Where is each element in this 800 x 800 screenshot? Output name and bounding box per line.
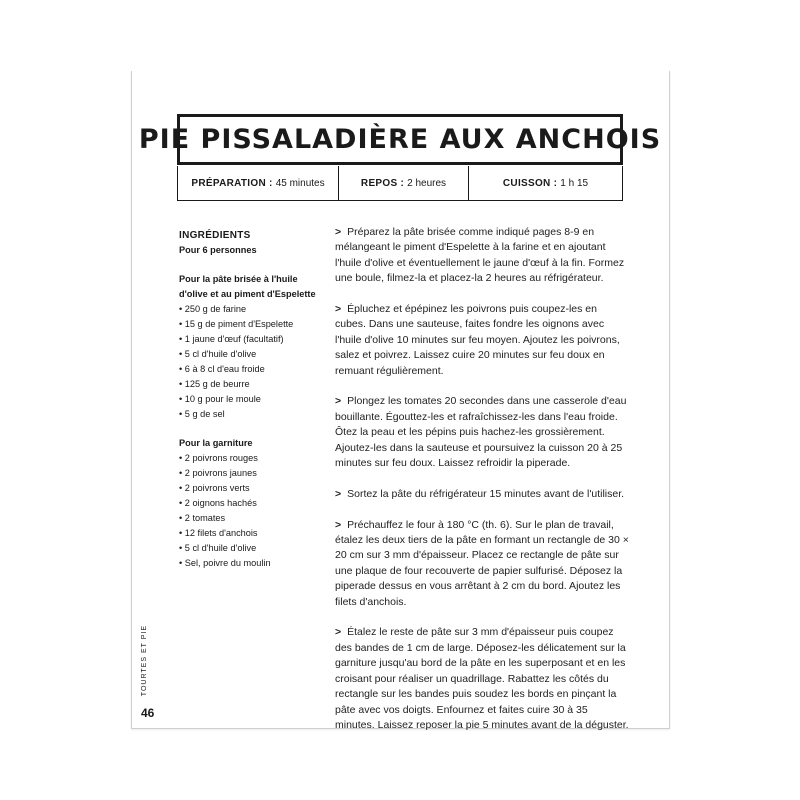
list-item: • 1 jaune d'œuf (facultatif) [179,332,319,347]
list-item: • 5 cl d'huile d'olive [179,541,319,556]
instruction-step: > Étalez le reste de pâte sur 3 mm d'épaisseur puis coupez des bandes de 1 cm de large. Déposez-les délicatement sur la garniture jusqu'au bord de la pâte en les superposant et en les croisant pour réaliser un quadrillage. Rabattez les côtés du rectangle sur les bandes puis soudez les bords en pinçant la pâte avec vos doigts. Enfournez et faites cuire 30 à 35 minutes. Laissez reposer la pie 5 minutes avant de la déguster. [335,626,629,731]
section-label: TOURTES ET PIE [141,625,148,697]
preparation-value: 45 minutes [275,177,325,189]
list-item: • 2 oignons hachés [179,496,319,511]
recipe-meta-bar [177,166,623,201]
list-item: • 12 filets d'anchois [179,526,319,541]
filling-heading: Pour la garniture [179,438,253,448]
preparation-label: PRÉPARATION : [191,177,273,189]
chevron-right-icon: > [335,395,342,408]
instructions-column [335,225,630,749]
ingredients-heading: INGRÉDIENTS [179,230,251,241]
instruction-step: > Plongez les tomates 20 secondes dans une casserole d'eau bouillante. Égouttez-les et rafraîchissez-les dans l'eau froide. Ôtez la peau et les pépins puis hachez-les grossièrement. Ajoutez-les dans la sauteuse et poursuivez la cuisson 20 à 25 minutes sur feu doux. Laissez refroidir la piperade. [335,395,627,470]
rest-time [338,166,468,200]
filling-list [179,451,319,571]
list-item: • 5 cl d'huile d'olive [179,347,319,362]
list-item: • 15 g de piment d'Espelette [179,317,319,332]
instruction-step: > Préchauffez le four à 180 °C (th. 6). Sur le plan de travail, étalez les deux tiers de la pâte en formant un rectangle de 30 × 20 cm sur 3 mm d'épaisseur. Placez ce rectangle de pâte sur une plaque de four recouverte de papier sulfurisé. Déposez la piperade dessus en vous arrêtant à 2 cm du bord. Ajoutez les filets d'anchois. [335,518,629,608]
pastry-group [179,272,319,422]
list-item: • 125 g de beurre [179,377,319,392]
chevron-right-icon: > [335,303,342,316]
chevron-right-icon: > [335,226,342,238]
list-item: • 2 tomates [179,511,319,526]
repos-value: 2 heures [407,177,447,189]
list-item: • 10 g pour le moule [179,392,319,407]
filling-group [179,436,319,571]
cuisson-value: 1 h 15 [560,177,589,189]
cuisson-label: CUISSON : [502,177,558,189]
preparation-time [178,166,338,200]
instruction-step: > Épluchez et épépinez les poivrons puis coupez-les en cubes. Dans une sauteuse, faites fondre les oignons avec l'huile d'olive 10 minutes sur feu moyen. Ajoutez les poivrons, salez et poivrez. Laissez cuire 20 minutes sur feu doux en remuant régulièrement. [335,303,620,377]
pastry-heading: Pour la pâte brisée à l'huile d'olive et au piment d'Espelette [179,274,316,299]
list-item: • 5 g de sel [179,407,319,422]
pastry-list [179,302,319,422]
list-item: • 2 poivrons jaunes [179,466,319,481]
instruction-step: > Sortez la pâte du réfrigérateur 15 minutes avant de l'utiliser. [335,487,625,500]
recipe-title: PIE PISSALADIÈRE AUX ANCHOIS [138,124,662,155]
chevron-right-icon: > [335,626,342,639]
page-number: 46 [141,706,155,720]
chevron-right-icon: > [335,518,342,531]
instruction-step: > Préparez la pâte brisée comme indiqué pages 8-9 en mélangeant le piment d'Espelette à la farine et en ajoutant l'huile d'olive et éventuellement le jaune d'œuf à la fin. Formez une boule, filmez-la et placez-la 2 heures au réfrigérateur. [335,226,625,285]
repos-label: REPOS : [360,177,405,189]
ingredients-column [179,228,319,571]
list-item: • 6 à 8 cl d'eau froide [179,362,319,377]
list-item: • 2 poivrons verts [179,481,319,496]
list-item: • Sel, poivre du moulin [179,556,319,571]
cooking-time [468,166,622,200]
list-item: • 250 g de farine [179,302,319,317]
chevron-right-icon: > [335,487,342,500]
recipe-title-box [138,114,662,165]
servings: Pour 6 personnes [179,245,257,255]
list-item: • 2 poivrons rouges [179,451,319,466]
